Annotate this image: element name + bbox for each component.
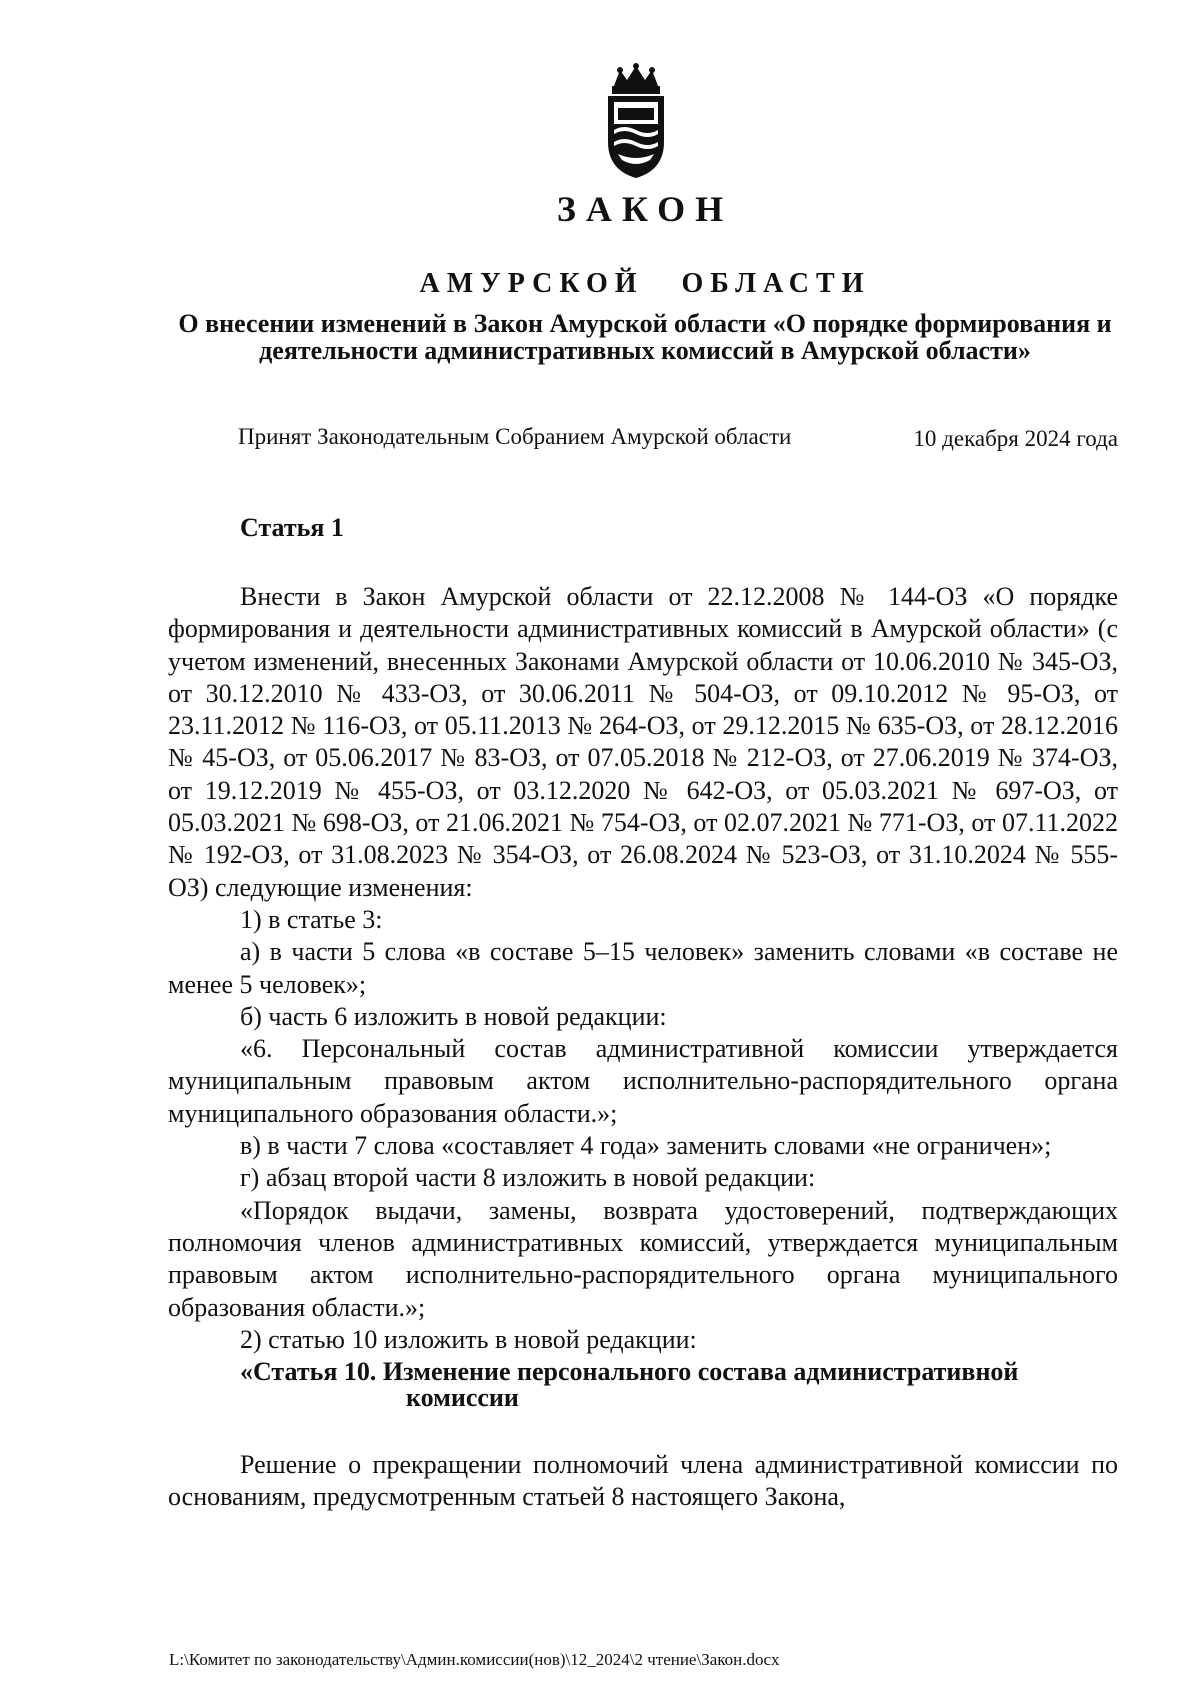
article-1-heading: Статья 1 [240, 513, 344, 542]
amendment-item: а) в части 5 слова «в составе 5–15 человек» заменить словами «в составе не менее 5 человек»; [168, 937, 1118, 999]
article-10-paragraph: Решение о прекращении полномочий члена административной комиссии по основаниям, предусмотренным статьей 8 настоящего Закона, [168, 1450, 1118, 1512]
amendment-item: б) часть 6 изложить в новой редакции: [240, 1001, 667, 1031]
adopted-by: Принят Законодательным Собранием Амурской области [238, 424, 792, 449]
amendment-item: 2) статью 10 изложить в новой редакции: [240, 1324, 697, 1354]
amendment-item: «Порядок выдачи, замены, возврата удостоверений, подтверждающих полномочия членов административных комиссий, утверждается муниципальным правовым актом исполнительно-распорядительного органа муниципального образования области.»; [168, 1195, 1118, 1322]
law-subject: О внесении изменений в Закон Амурской области «О порядке формирования и деятельности административных комиссий в Амурской области» [178, 309, 1112, 365]
amendment-item: «6. Персональный состав административной комиссии утверждается муниципальным правовым актом исполнительно-распорядительного органа муниципального образования области.»; [168, 1034, 1118, 1128]
article-10-heading: «Статья 10. Изменение персонального состава административной [240, 1357, 1019, 1387]
article-1-body [168, 581, 1118, 1514]
region-name: АМУРСКОЙ ОБЛАСТИ [419, 268, 871, 299]
file-path-footer: L:\Комитет по законодательству\Админ.комиссии(нов)\12_2024\2 чтение\Закон.docx [169, 1650, 780, 1669]
amendment-item: в) в части 7 слова «составляет 4 года» заменить словами «не ограничен»; [240, 1131, 1052, 1161]
amendment-item: г) абзац второй части 8 изложить в новой редакции: [240, 1163, 816, 1193]
amendment-intro-paragraph: Внести в Закон Амурской области от 22.12.2008 № 144-ОЗ «О порядке формирования и деятельности административных комиссий в Амурской области» (с учетом изменений, внесенных Законами Амурской области от 10.06.2010 № 345-ОЗ, от 30.12.2010 № 433-ОЗ, от 30.06.2011 № 504-ОЗ, от 09.10.2012 № 95-ОЗ, от 23.11.2012 № 116-ОЗ, от 05.11.2013 № 264-ОЗ, от 29.12.2015 № 635-ОЗ, от 28.12.2016 № 45-ОЗ, от 05.06.2017 № 83-ОЗ, от 07.05.2018 № 212-ОЗ, от 27.06.2019 № 374-ОЗ, от 19.12.2019 № 455-ОЗ, от 03.12.2020 № 642-ОЗ, от 05.03.2021 № 697-ОЗ, от 05.03.2021 № 698-ОЗ, от 21.06.2021 № 754-ОЗ, от 02.07.2021 № 771-ОЗ, от 07.11.2022 № 192-ОЗ, от 31.08.2023 № 354-ОЗ, от 26.08.2024 № 523-ОЗ, от 31.10.2024 № 555-ОЗ) следующие изменения: [168, 582, 1118, 902]
document-title: ЗАКОН [556, 189, 734, 229]
article-10-heading-continued: комиссии [406, 1383, 519, 1413]
coat-of-arms-emblem [600, 62, 672, 182]
amendment-item: 1) в статье 3: [240, 904, 383, 934]
adoption-date: 10 декабря 2024 года [913, 426, 1118, 451]
